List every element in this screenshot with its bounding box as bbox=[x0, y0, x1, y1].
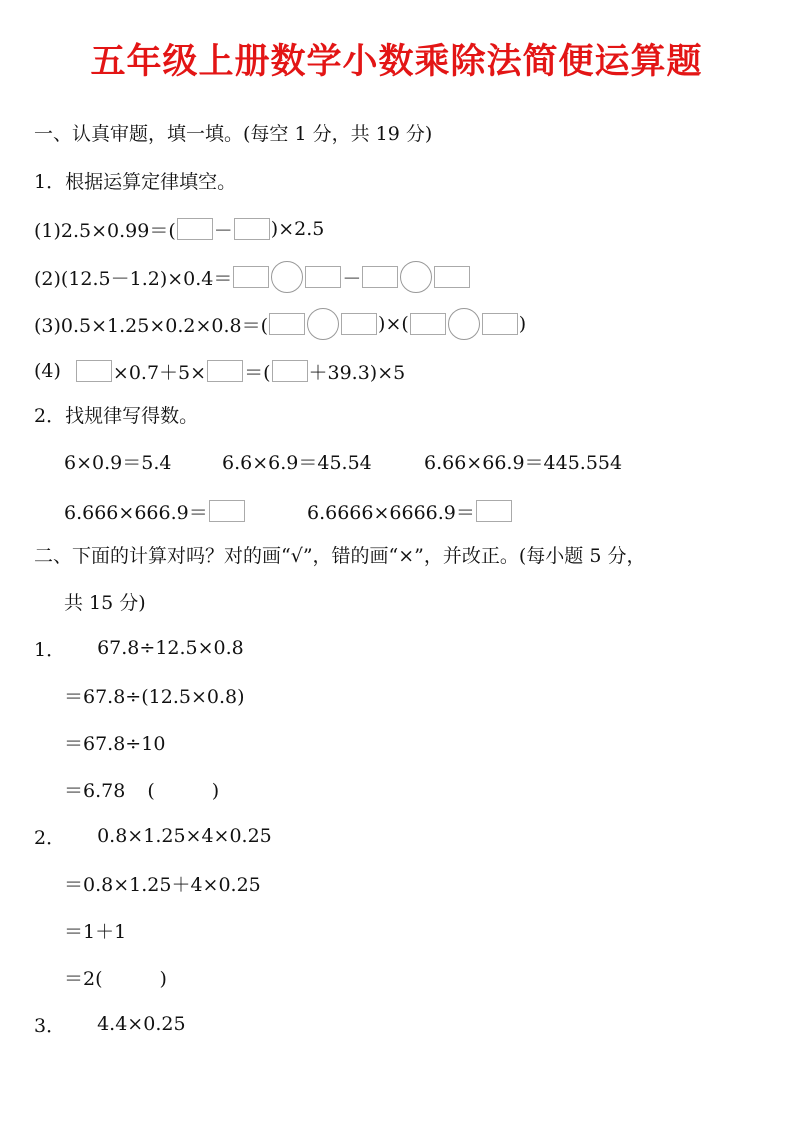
q1-part3-text-b: )×( bbox=[378, 313, 409, 335]
problem-expression: 67.8÷12.5×0.8 bbox=[97, 637, 244, 659]
problem-number: 3． bbox=[34, 1014, 66, 1037]
answer-box[interactable] bbox=[233, 266, 269, 288]
q1-part4-text-a: (4) bbox=[34, 360, 61, 382]
q1-label-line bbox=[34, 165, 236, 195]
problem-number: 1． bbox=[34, 638, 66, 661]
answer-box[interactable] bbox=[76, 360, 112, 382]
q2-example-text: 6.66×66.9＝445.554 bbox=[424, 451, 623, 474]
problem-step: ＝0.8×1.25＋4×0.25 bbox=[64, 873, 261, 896]
answer-box[interactable] bbox=[341, 313, 377, 335]
q1-part1-text-c: )×2.5 bbox=[270, 218, 325, 240]
q2-question-text: 6.6666×6666.9＝ bbox=[307, 501, 475, 524]
problem-number: 2． bbox=[34, 826, 66, 849]
answer-box[interactable] bbox=[305, 266, 341, 288]
q2-example-text: 6×0.9＝5.4 bbox=[64, 451, 172, 474]
q2-example-1 bbox=[64, 446, 171, 476]
problem-expression: 0.8×1.25×4×0.25 bbox=[97, 825, 272, 847]
q1-part3-text-c: ) bbox=[518, 313, 527, 335]
q1-part2 bbox=[34, 262, 471, 292]
operator-circle[interactable] bbox=[271, 261, 303, 293]
q1-part2-text-b: － bbox=[342, 267, 362, 290]
q2-example-2 bbox=[222, 446, 372, 476]
q2-example-text: 6.6×6.9＝45.54 bbox=[222, 451, 372, 474]
section1-header bbox=[34, 117, 432, 147]
q2-label-line bbox=[34, 399, 198, 429]
judgement-bracket[interactable]: ( ) bbox=[147, 779, 220, 802]
operator-circle[interactable] bbox=[448, 308, 480, 340]
problem-step: ＝1＋1 bbox=[64, 920, 127, 943]
q1-part2-text-a: (2)(12.5－1.2)×0.4＝ bbox=[34, 267, 233, 290]
answer-box[interactable] bbox=[177, 218, 213, 240]
section2-header-text: 二、下面的计算对吗？对的画“√”，错的画“×”，并改正。(每小题 5 分， bbox=[34, 544, 646, 567]
problem3 bbox=[34, 1009, 186, 1039]
section2-header-cont bbox=[64, 586, 146, 616]
problem2-step2 bbox=[64, 915, 126, 945]
problem-step: ＝2 bbox=[64, 967, 96, 990]
problem2-step3 bbox=[64, 962, 167, 992]
q1-part4 bbox=[34, 356, 405, 386]
q1-part4-text-b: ×0.7＋5× bbox=[112, 361, 207, 384]
q1-label: 1．根据运算定律填空。 bbox=[34, 170, 237, 193]
problem1-step1 bbox=[64, 680, 245, 710]
q1-part4-text-d: ＋39.3)×5 bbox=[308, 361, 406, 384]
judgement-bracket[interactable]: ( ) bbox=[95, 967, 167, 990]
problem1 bbox=[34, 633, 244, 663]
answer-box[interactable] bbox=[362, 266, 398, 288]
answer-box[interactable] bbox=[410, 313, 446, 335]
problem-step: ＝67.8÷(12.5×0.8) bbox=[64, 685, 245, 708]
q1-part1-text-a: (1)2.5×0.99＝( bbox=[34, 219, 176, 242]
problem2-step1 bbox=[64, 868, 261, 898]
answer-box[interactable] bbox=[269, 313, 305, 335]
section1-header-text: 一、认真审题，填一填。(每空 1 分，共 19 分) bbox=[34, 122, 433, 145]
q2-question-2 bbox=[307, 496, 513, 526]
answer-box[interactable] bbox=[207, 360, 243, 382]
q1-part3-text-a: (3)0.5×1.25×0.2×0.8＝( bbox=[34, 314, 269, 337]
answer-box[interactable] bbox=[434, 266, 470, 288]
q1-part4-text-c: ＝( bbox=[244, 361, 271, 384]
q1-part1-text-b: － bbox=[213, 219, 233, 242]
answer-box[interactable] bbox=[476, 500, 512, 522]
q2-question-1 bbox=[64, 496, 246, 526]
problem-expression: 4.4×0.25 bbox=[97, 1013, 186, 1035]
q2-question-text: 6.666×666.9＝ bbox=[64, 501, 208, 524]
answer-box[interactable] bbox=[272, 360, 308, 382]
q1-part3 bbox=[34, 309, 526, 339]
problem-step: ＝6.78 bbox=[64, 779, 126, 802]
problem1-step3 bbox=[64, 774, 219, 804]
q1-part1 bbox=[34, 214, 324, 244]
answer-box[interactable] bbox=[209, 500, 245, 522]
problem-step: ＝67.8÷10 bbox=[64, 732, 166, 755]
operator-circle[interactable] bbox=[400, 261, 432, 293]
q2-example-3 bbox=[424, 446, 622, 476]
section2-header-text-2: 共 15 分) bbox=[64, 591, 146, 614]
answer-box[interactable] bbox=[482, 313, 518, 335]
operator-circle[interactable] bbox=[307, 308, 339, 340]
problem1-step2 bbox=[64, 727, 165, 757]
section2-header bbox=[34, 539, 645, 569]
problem2 bbox=[34, 821, 272, 851]
page-title: 五年级上册数学小数乘除法简便运算题 bbox=[90, 42, 703, 82]
q2-label: 2．找规律写得数。 bbox=[34, 404, 199, 427]
answer-box[interactable] bbox=[234, 218, 270, 240]
